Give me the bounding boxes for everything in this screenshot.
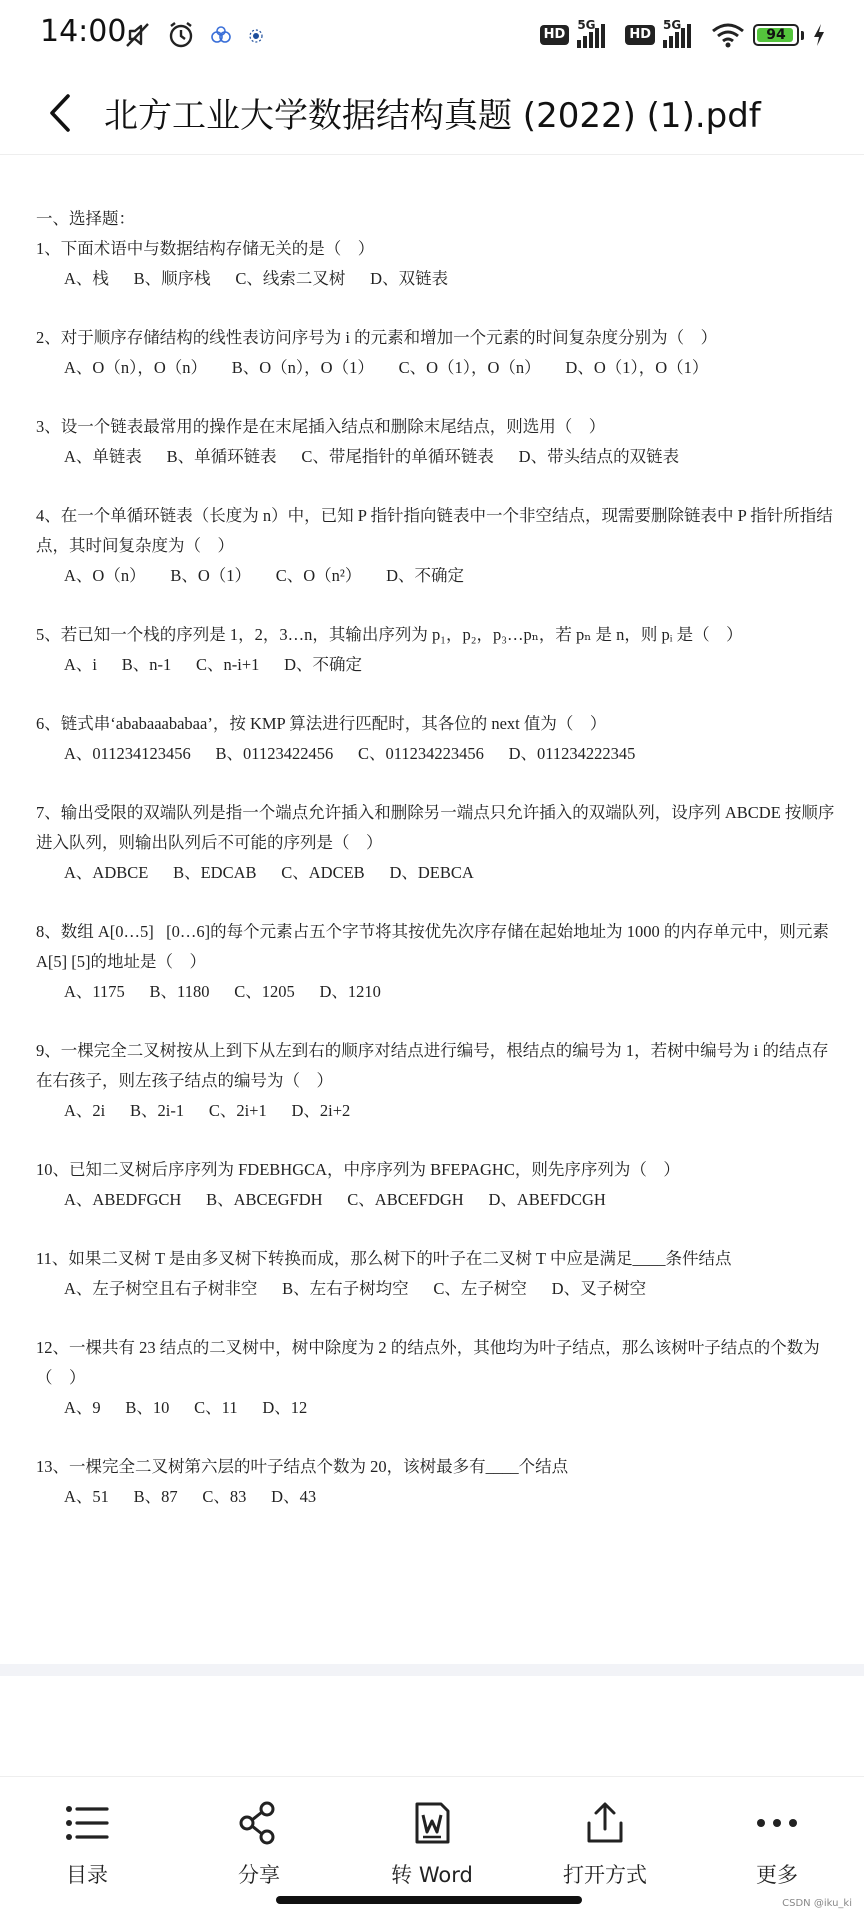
question-text: 13、一棵完全二叉树第六层的叶子结点个数为 20，该树最多有____个结点 [36,1457,569,1476]
section-heading: 一、选择题： [36,209,135,228]
hd-icon-2: HD [625,25,655,45]
question-options: A、左子树空且右子树非空 B、左右子树均空 C、左子树空 D、叉子树空 [64,1279,647,1298]
question-text: 10、已知二叉树后序序列为 FDEBHGCA，中序序列为 BFEPAGHC，则先序序列为（ ） [36,1160,680,1179]
signal-icon [577,18,617,48]
question-item [36,1036,836,1126]
question-text: 5、若已知一个栈的序列是 1，2，3…n，其输出序列为 p₁，p₂，p₃…pₙ，若 pₙ 是 n，则 pᵢ 是（ ） [36,625,743,644]
question-options: A、ADBCE B、EDCAB C、ADCEB D、DEBCA [64,863,474,882]
question-text: 7、输出受限的双端队列是指一个端点允许插入和删除另一端点只允许插入的双端队列，设序列 ABCDE 按顺序进入队列，则输出队列后不可能的序列是（ ） [36,803,835,852]
pdf-page[interactable] [0,154,864,1664]
list-icon [63,1801,111,1845]
status-time: 14:00 [40,14,127,49]
page-separator [0,1664,864,1676]
share-label: 分享 [238,1863,280,1887]
wifi-icon [711,21,745,49]
question-item [36,412,836,472]
open-with-icon [581,1801,629,1845]
more-button[interactable] [707,1801,847,1889]
battery-tip [801,31,804,40]
page-title: 北方工业大学数据结构真题 (2022) (1).pdf [104,96,761,136]
question-text: 2、对于顺序存储结构的线性表访问序号为 i 的元素和增加一个元素的时间复杂度分别为（ ） [36,328,718,347]
status-indicators [540,20,826,50]
mute-icon [122,20,152,50]
question-text: 3、设一个链表最常用的操作是在末尾插入结点和删除末尾结点，则选用（ ） [36,417,606,436]
pdf-content [36,204,836,1541]
more-icon [753,1801,801,1845]
question-options: A、9 B、10 C、11 D、12 [64,1398,308,1417]
toc-button[interactable] [17,1801,157,1889]
signal-icon-2 [663,18,703,48]
network-type-label-2: 5G [663,18,682,32]
toc-label: 目录 [66,1863,108,1887]
question-item [36,1155,836,1215]
open-with-label: 打开方式 [563,1863,647,1887]
question-options: A、单链表 B、单循环链表 C、带尾指针的单循环链表 D、带头结点的双链表 [64,447,680,466]
question-text: 9、一棵完全二叉树按从上到下从左到右的顺序对结点进行编号，根结点的编号为 1，若树中编号为 i 的结点存在右孩子，则左孩子结点的编号为（ ） [36,1041,829,1090]
question-text: 4、在一个单循环链表（长度为 n）中，已知 P 指针指向链表中一个非空结点，现需要删除链表中 P 指针所指结点，其时间复杂度为（ ） [36,506,833,555]
question-item [36,917,836,1007]
alarm-icon [166,20,196,50]
question-options: A、i B、n-1 C、n-i+1 D、不确定 [64,655,363,674]
title-bar [0,72,864,155]
question-text: 8、数组 A[0…5] [0…6]的每个元素占五个字节将其按优先次序存储在起始地址为 1000 的内存单元中，则元素 A[5] [5]的地址是（ ） [36,922,834,971]
question-options: A、1175 B、1180 C、1205 D、1210 [64,982,381,1001]
back-button[interactable] [38,86,88,140]
convert-word-button[interactable] [362,1801,502,1889]
question-options: A、栈 B、顺序栈 C、线索二叉树 D、双链表 [64,269,449,288]
chevron-left-icon [38,86,88,140]
question-list [36,234,836,1512]
question-item [36,1244,836,1304]
question-text: 1、下面术语中与数据结构存储无关的是（ ） [36,239,375,258]
question-item [36,234,836,294]
question-options: A、ABEDFGCH B、ABCEGFDH C、ABCEFDGH D、ABEFDCGH [64,1190,606,1209]
app-notification-icon [210,26,232,44]
question-item [36,620,836,680]
question-item [36,323,836,383]
watermark: CSDN @iku_ki [782,1898,852,1909]
more-label: 更多 [756,1863,798,1887]
status-bar [0,0,864,72]
battery-icon [753,24,799,46]
question-options: A、011234123456 B、01123422456 C、011234223456 D、011234222345 [64,744,636,763]
convert-word-label: 转 Word [391,1863,473,1887]
question-item [36,1452,836,1512]
word-convert-icon [408,1801,456,1845]
share-button[interactable] [189,1801,329,1889]
question-item [36,501,836,591]
question-text: 6、链式串‘ababaaababaa’，按 KMP 算法进行匹配时，其各位的 next 值为（ ） [36,714,607,733]
app-notification-icon-2 [248,28,264,44]
question-text: 11、如果二叉树 T 是由多叉树下转换而成，那么树下的叶子在二叉树 T 中应是满足____条件结点 [36,1249,732,1268]
question-options: A、51 B、87 C、83 D、43 [64,1487,317,1506]
question-item [36,798,836,888]
question-item [36,709,836,769]
battery-level: 94 [766,27,786,43]
question-options: A、2i B、2i-1 C、2i+1 D、2i+2 [64,1101,351,1120]
hd-icon: HD [540,25,570,45]
charging-icon [812,23,826,47]
network-type-label: 5G [577,18,596,32]
question-text: 12、一棵共有 23 结点的二叉树中，树中除度为 2 的结点外，其他均为叶子结点，那么该树叶子结点的个数为（ ） [36,1338,820,1387]
share-icon [235,1801,283,1845]
open-with-button[interactable] [535,1801,675,1889]
question-options: A、O（n），O（n） B、O（n），O（1） C、O（1），O（n） D、O（1），O（1） [64,358,709,377]
question-options: A、O（n） B、O（1） C、O（n²） D、不确定 [64,566,465,585]
question-item [36,1333,836,1423]
home-indicator[interactable] [276,1896,582,1904]
